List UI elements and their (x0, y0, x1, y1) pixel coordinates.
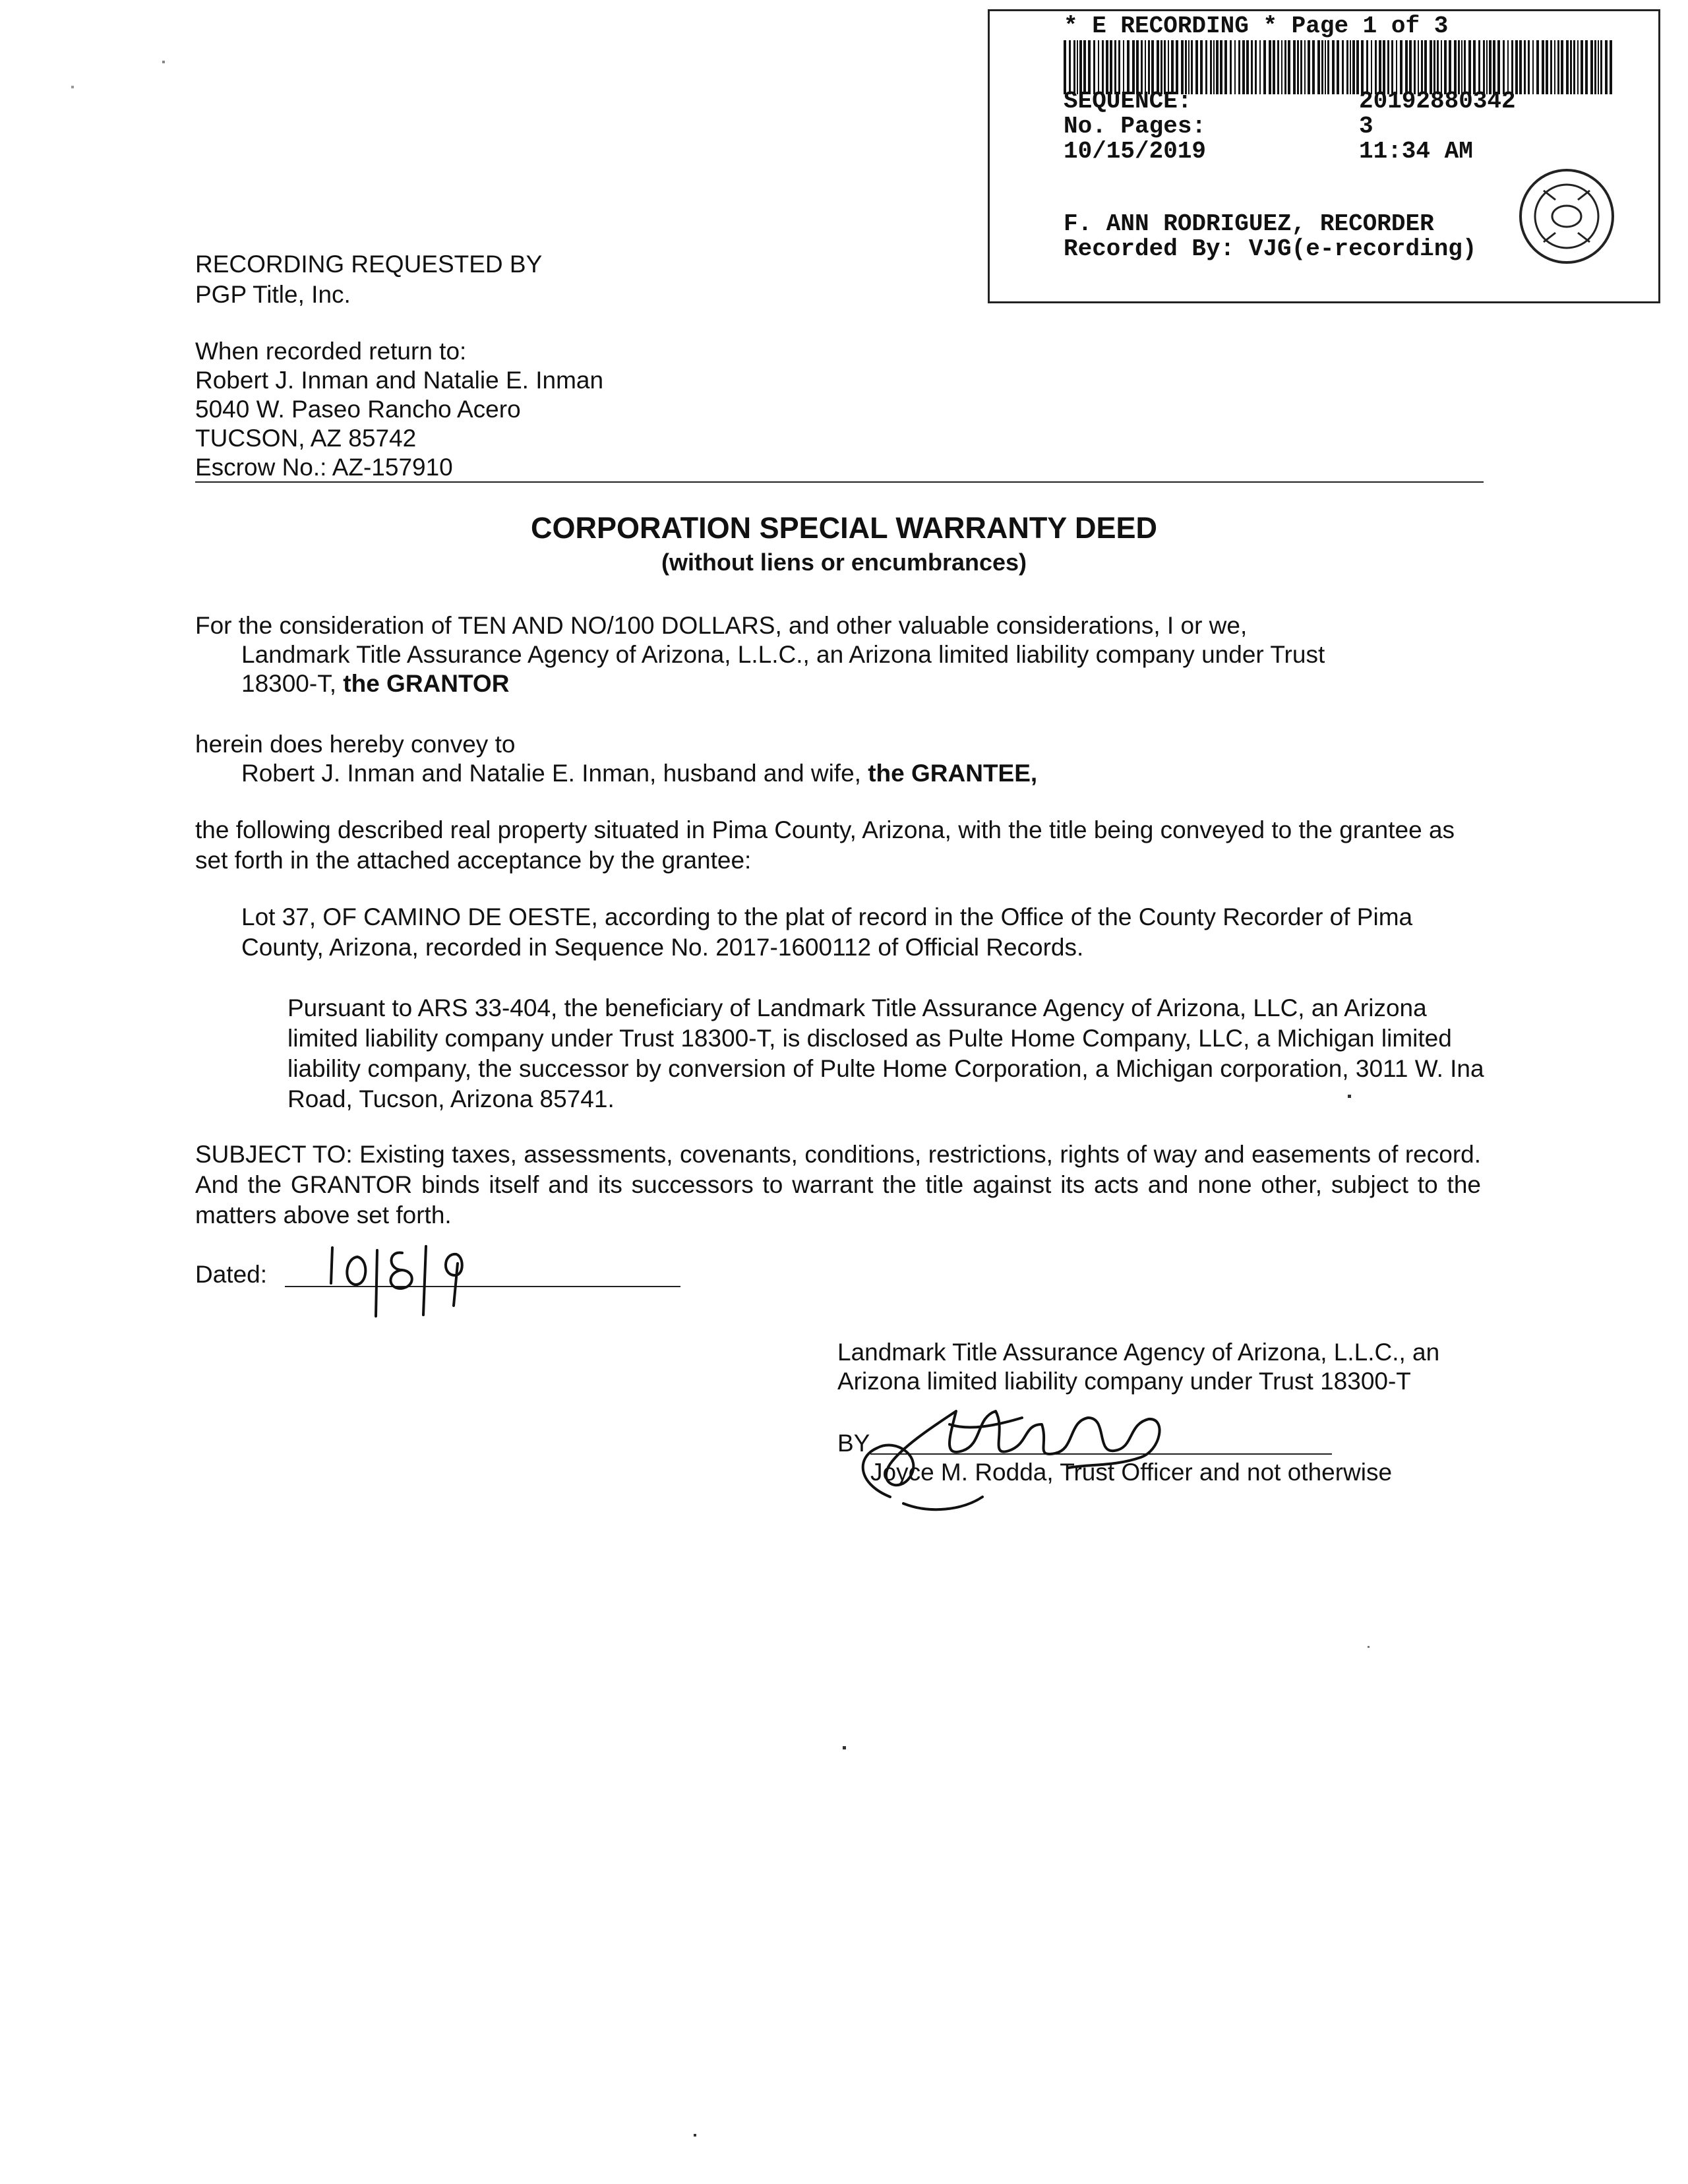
signatory-entity-line-1: Landmark Title Assurance Agency of Arizona, L.L.C., an (837, 1339, 1440, 1366)
barcode-bar (1300, 40, 1302, 94)
speck (71, 86, 74, 88)
header-divider (195, 481, 1484, 483)
barcode-bar (1605, 40, 1608, 94)
barcode-bar (1519, 40, 1522, 94)
barcode-bar (1200, 40, 1203, 94)
barcode-bar (1188, 40, 1190, 94)
barcode-bar (1246, 40, 1249, 94)
barcode-bar (1437, 40, 1439, 94)
barcode-bar (1263, 40, 1266, 94)
barcode-bar (1557, 40, 1559, 94)
grantor-trust: 18300-T, (241, 670, 336, 697)
barcode-bar (1585, 40, 1588, 94)
speck (162, 61, 165, 63)
barcode-bar (1327, 40, 1329, 94)
barcode-bar (1483, 40, 1485, 94)
barcode-bar (1400, 40, 1402, 94)
barcode-bar (1489, 40, 1492, 94)
barcode-bar (1468, 40, 1471, 94)
signer-name-title: Joyce M. Rodda, Trust Officer and not otherwise (870, 1459, 1393, 1486)
stamp-pages-value: 3 (1359, 113, 1373, 140)
barcode-bar (1550, 40, 1552, 94)
stamp-pages-label: No. Pages: (1064, 113, 1207, 140)
barcode-bar (1554, 40, 1555, 94)
legal-description: Lot 37, OF CAMINO DE OESTE, according to the plat of record in the Office of the County Recorder of Pima County, Arizona, recorded in Sequence No. 2017-1600112 of Official Records. (241, 903, 1413, 961)
barcode-bar (1205, 40, 1207, 94)
barcode-bar (1083, 40, 1086, 94)
handwritten-date (316, 1237, 475, 1323)
barcode-bar (1444, 40, 1447, 94)
barcode-bar (1220, 40, 1222, 94)
barcode-bar (1288, 40, 1290, 94)
barcode-bar (1088, 40, 1091, 94)
barcode-bar (1321, 40, 1323, 94)
barcode-bar (1441, 40, 1442, 94)
barcode-bar (1317, 40, 1320, 94)
property-intro: the following described real property situated in Pima County, Arizona, with the title being conveyed to the grantee as set forth in the attached acceptance by the grantee: (195, 816, 1455, 874)
barcode (1064, 40, 1617, 94)
barcode-bar (1093, 40, 1095, 94)
barcode-bar (1127, 40, 1130, 94)
barcode-bar (1332, 40, 1335, 94)
barcode-bar (1079, 40, 1082, 94)
barcode-bar (1185, 40, 1187, 94)
barcode-bar (1375, 40, 1377, 94)
barcode-bar (1433, 40, 1435, 94)
barcode-bar (1181, 40, 1184, 94)
barcode-bar (1573, 40, 1575, 94)
barcode-bar (1486, 40, 1488, 94)
county-seal (1517, 167, 1616, 266)
barcode-bar (1297, 40, 1299, 94)
barcode-bar (1590, 40, 1593, 94)
recording-stamp (988, 9, 1660, 303)
barcode-bar (1610, 40, 1612, 94)
barcode-bar (1171, 40, 1174, 94)
barcode-bar (1346, 40, 1348, 94)
barcode-bar (1168, 40, 1169, 94)
beneficiary-disclosure: Pursuant to ARS 33-404, the beneficiary of Landmark Title Assurance Agency of Arizona, LLC, an Arizona limited liability company under Trust 18300-T, is disclosed as Pulte Home Company, LLC, a Michigan limited liability company, the successor by conversion of Pulte Home Corporation, a Michigan corporation, 3011 W. Ina Road, Tucson, Arizona 85741. (287, 994, 1484, 1112)
stamp-time: 11:34 AM (1359, 138, 1473, 165)
speck (843, 1746, 846, 1749)
barcode-bar (1064, 40, 1066, 94)
barcode-bar (1497, 40, 1500, 94)
barcode-bar (1594, 40, 1596, 94)
stamp-date: 10/15/2019 (1064, 138, 1207, 165)
barcode-bar (1176, 40, 1178, 94)
barcode-bar (1160, 40, 1162, 94)
speck (1368, 1646, 1370, 1648)
barcode-bar (1251, 40, 1253, 94)
barcode-bar (1449, 40, 1451, 94)
speck (694, 2134, 696, 2137)
barcode-bar (1600, 40, 1602, 94)
stamp-recorded-by: Recorded By: VJG(e-recording) (1064, 235, 1477, 262)
barcode-bar (1157, 40, 1159, 94)
by-label: BY (837, 1430, 870, 1457)
barcode-bar (1524, 40, 1526, 94)
barcode-bar (1304, 40, 1306, 94)
barcode-bar (1164, 40, 1166, 94)
barcode-bar (1269, 40, 1271, 94)
barcode-bar (1098, 40, 1099, 94)
barcode-bar (1503, 40, 1505, 94)
barcode-bar (1461, 40, 1462, 94)
subject-to-clause: SUBJECT TO: Existing taxes, assessments, covenants, conditions, restrictions, rights of way and easements of record. And the GRANTOR binds itself and its successors to warrant the title against its acts and none other, subject to the matters above set forth. (195, 1141, 1481, 1228)
stamp-sequence-value: 20192880342 (1359, 88, 1516, 115)
requested-by-label: RECORDING REQUESTED BY (195, 251, 543, 278)
grantee-role: the GRANTEE, (868, 760, 1038, 787)
grantee-line (241, 758, 1037, 789)
deed-subtitle: (without liens or encumbrances) (661, 549, 1027, 576)
convey-line: herein does hereby convey to (195, 731, 516, 758)
barcode-bar (1371, 40, 1372, 94)
barcode-bar (1464, 40, 1466, 94)
barcode-bar (1409, 40, 1412, 94)
barcode-bar (1145, 40, 1146, 94)
barcode-bar (1114, 40, 1116, 94)
barcode-bar (1387, 40, 1389, 94)
return-to-name: Robert J. Inman and Natalie E. Inman (195, 367, 604, 394)
barcode-bar (1132, 40, 1135, 94)
barcode-bar (1561, 40, 1563, 94)
escrow-label: Escrow No.: (195, 454, 327, 481)
barcode-bar (1337, 40, 1339, 94)
barcode-bar (1293, 40, 1296, 94)
grantor-line-2 (241, 669, 509, 699)
barcode-bar (1195, 40, 1198, 94)
barcode-bar (1391, 40, 1393, 94)
speck (1348, 1095, 1351, 1098)
escrow-value: AZ-157910 (332, 454, 453, 481)
barcode-bar (1242, 40, 1245, 94)
barcode-bar (1546, 40, 1548, 94)
handwritten-signature (851, 1385, 1207, 1517)
barcode-bar (1515, 40, 1518, 94)
stamp-recorder: F. ANN RODRIGUEZ, RECORDER (1064, 210, 1434, 237)
barcode-bar (1532, 40, 1534, 94)
barcode-bar (1542, 40, 1544, 94)
barcode-bar (1598, 40, 1599, 94)
barcode-bar (1234, 40, 1236, 94)
barcode-bar (1511, 40, 1513, 94)
barcode-bar (1566, 40, 1569, 94)
barcode-bar (1581, 40, 1583, 94)
dated-label: Dated: (195, 1261, 268, 1288)
barcode-bar (1421, 40, 1423, 94)
barcode-bar (1308, 40, 1310, 94)
barcode-bar (1361, 40, 1364, 94)
barcode-bar (1396, 40, 1397, 94)
deed-title: CORPORATION SPECIAL WARRANTY DEED (530, 511, 1158, 545)
barcode-bar (1507, 40, 1509, 94)
barcode-bar (1528, 40, 1530, 94)
return-to-city: TUCSON, AZ 85742 (195, 425, 417, 452)
return-to-label: When recorded return to: (195, 338, 467, 365)
barcode-bar (1577, 40, 1579, 94)
barcode-bar (1213, 40, 1215, 94)
signatory-entity-line-2: Arizona limited liability company under Trust 18300-T (837, 1368, 1411, 1395)
barcode-bar (1106, 40, 1108, 94)
barcode-bar (1570, 40, 1572, 94)
barcode-bar (1069, 40, 1071, 94)
barcode-bar (1118, 40, 1120, 94)
escrow-number (195, 452, 453, 483)
barcode-bar (1259, 40, 1261, 94)
barcode-bar (1356, 40, 1359, 94)
barcode-bar (1536, 40, 1539, 94)
barcode-bar (1312, 40, 1315, 94)
stamp-sequence-label: SEQUENCE: (1064, 88, 1192, 115)
barcode-bar (1230, 40, 1232, 94)
barcode-bar (1073, 40, 1075, 94)
barcode-bar (1430, 40, 1432, 94)
barcode-bar (1350, 40, 1351, 94)
barcode-bar (1273, 40, 1275, 94)
barcode-bar (1352, 40, 1355, 94)
requested-by-company: PGP Title, Inc. (195, 281, 351, 308)
barcode-bar (1383, 40, 1385, 94)
barcode-bar (1102, 40, 1104, 94)
barcode-bar (1191, 40, 1193, 94)
barcode-bar (1151, 40, 1154, 94)
barcode-bar (1284, 40, 1286, 94)
barcode-bar (1216, 40, 1219, 94)
barcode-bar (1277, 40, 1279, 94)
consideration-line: For the consideration of TEN AND NO/100 DOLLARS, and other valuable considerations, I or we, (195, 612, 1248, 639)
barcode-bar (1281, 40, 1282, 94)
barcode-bar (1473, 40, 1476, 94)
barcode-bar (1418, 40, 1419, 94)
barcode-bar (1136, 40, 1139, 94)
return-to-street: 5040 W. Paseo Rancho Acero (195, 396, 521, 423)
grantor-line-1: Landmark Title Assurance Agency of Arizona, L.L.C., an Arizona limited liability company under Trust (241, 641, 1325, 668)
barcode-bar (1424, 40, 1427, 94)
barcode-bar (1342, 40, 1344, 94)
barcode-bar (1148, 40, 1150, 94)
barcode-bar (1110, 40, 1112, 94)
barcode-bar (1238, 40, 1240, 94)
barcode-bar (1379, 40, 1381, 94)
barcode-bar (1210, 40, 1212, 94)
barcode-bar (1414, 40, 1416, 94)
barcode-bar (1141, 40, 1143, 94)
barcode-bar (1123, 40, 1124, 94)
barcode-bar (1077, 40, 1078, 94)
grantee-names: Robert J. Inman and Natalie E. Inman, husband and wife, (241, 760, 861, 787)
stamp-header: * E RECORDING * Page 1 of 3 (1064, 13, 1449, 40)
barcode-bar (1405, 40, 1408, 94)
barcode-bar (1325, 40, 1326, 94)
barcode-bar (1366, 40, 1368, 94)
grantor-role: the GRANTOR (343, 670, 510, 697)
barcode-bar (1493, 40, 1495, 94)
barcode-bar (1255, 40, 1257, 94)
barcode-bar (1454, 40, 1457, 94)
barcode-bar (1224, 40, 1227, 94)
barcode-bar (1458, 40, 1460, 94)
barcode-bar (1478, 40, 1480, 94)
